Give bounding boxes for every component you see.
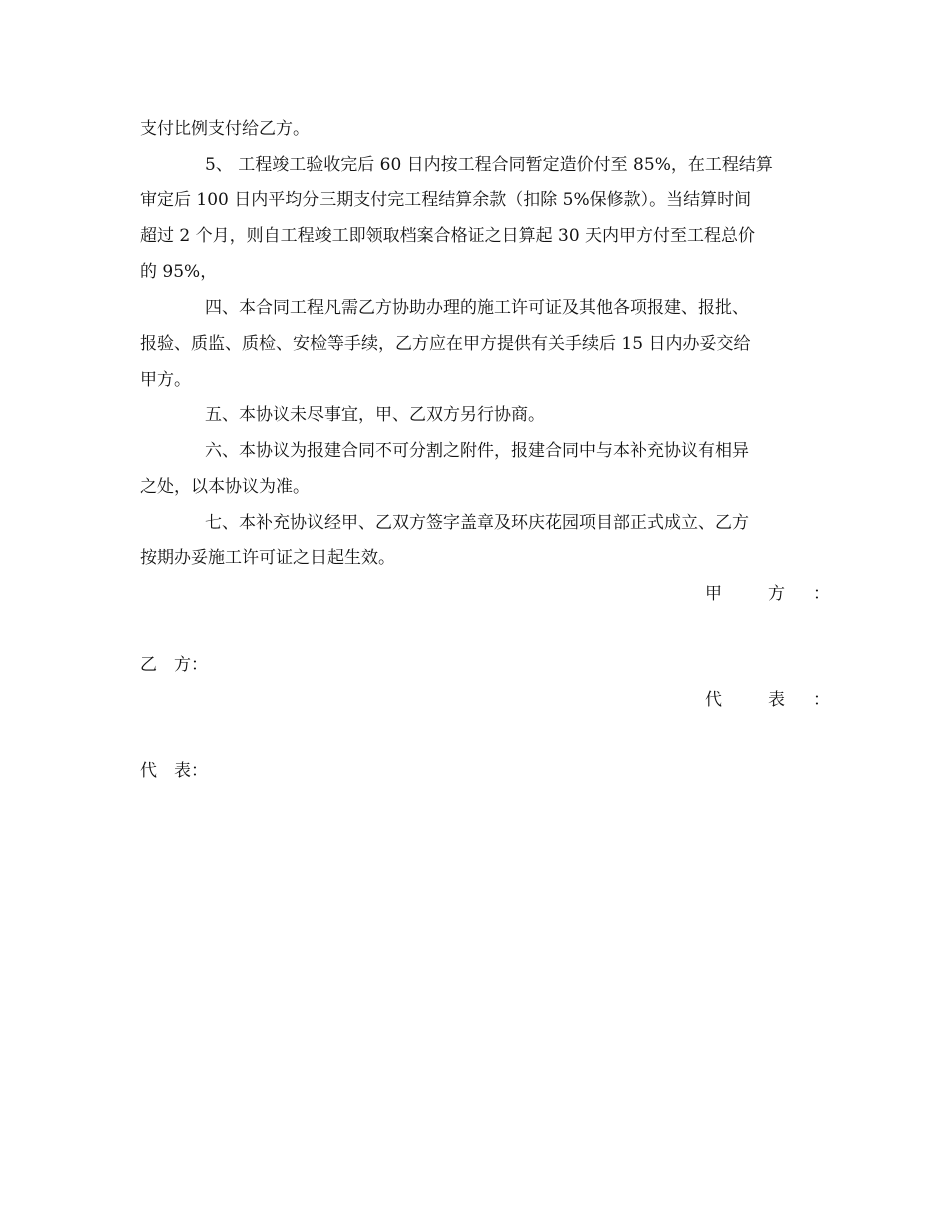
body-line: 之处，以本协议为准。 bbox=[140, 477, 310, 497]
body-line: 五、本协议未尽事宜，甲、乙双方另行协商。 bbox=[205, 405, 545, 425]
body-line: 审定后 100 日内平均分三期支付完工程结算余款（扣除 5%保修款）。当结算时间 bbox=[140, 190, 752, 210]
body-line: 甲方。 bbox=[140, 370, 191, 390]
representative-signature-label-left: 代 表： bbox=[140, 761, 208, 781]
body-line: 按期办妥施工许可证之日起生效。 bbox=[140, 548, 395, 568]
body-line: 超过 2 个月，则自工程竣工即领取档案合格证之日算起 30 天内甲方付至工程总价 bbox=[140, 226, 756, 246]
body-line: 支付比例支付给乙方。 bbox=[140, 119, 310, 139]
body-line: 的 95%， bbox=[140, 262, 218, 282]
party-b-signature-label: 乙 方： bbox=[140, 655, 208, 675]
body-line: 四、本合同工程凡需乙方协助办理的施工许可证及其他各项报建、报批、 bbox=[205, 298, 749, 318]
document-page: 支付比例支付给乙方。 5、 工程竣工验收完后 60 日内按工程合同暂定造价付至 85%，在工程结算 审定后 100 日内平均分三期支付完工程结算余款（扣除 5%保修款）。当结算时间 超过 2 个月，则自工程竣工即领取档案合格证之日算起 30 天内甲方付至工程总价 的 95%， 四、本合同工程凡需乙方协助办理的施工许可证及其他各项报建、报批、 报验、质监、质检、安检等手续，乙方应在甲方提供有关手续后 15 日内办妥交给 甲方。 五、本协议未尽事宜，甲、乙双方另行协商。 六、本协议为报建合同不可分割之附件，报建合同中与本补充协议有相异 之处，以本协议为准。 七、本补充协议经甲、乙双方签字盖章及环庆花园项目部正式成立、乙方 按期办妥施工许可证之日起生效。 甲 方 ： 乙 方： 代 表 ： 代 表： bbox=[140, 119, 830, 781]
body-line: 六、本协议为报建合同不可分割之附件，报建合同中与本补充协议有相异 bbox=[205, 441, 749, 461]
body-line: 七、本补充协议经甲、乙双方签字盖章及环庆花园项目部正式成立、乙方 bbox=[205, 513, 749, 533]
body-line: 报验、质监、质检、安检等手续，乙方应在甲方提供有关手续后 15 日内办妥交给 bbox=[140, 334, 751, 354]
body-line: 5、 工程竣工验收完后 60 日内按工程合同暂定造价付至 85%，在工程结算 bbox=[205, 155, 773, 175]
